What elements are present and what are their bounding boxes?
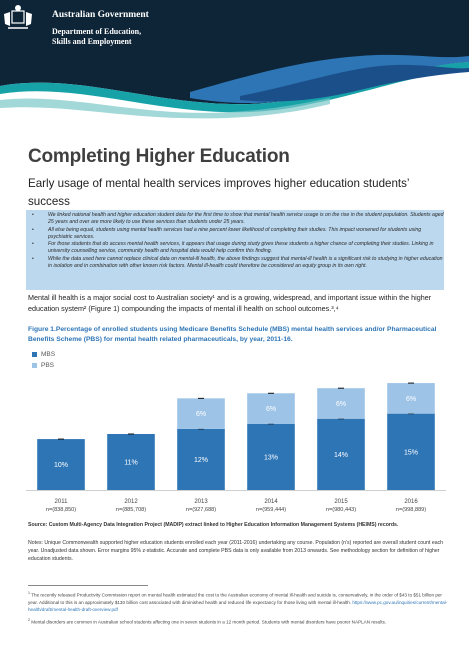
legend-swatch-pbs (32, 363, 37, 368)
page-title: Completing Higher Education (28, 146, 290, 167)
x-tick-label: 2011 (54, 499, 68, 505)
legend-swatch-mbs (32, 352, 37, 357)
data-label-mbs: 12% (193, 456, 209, 464)
department-name (52, 27, 192, 47)
coat-of-arms-icon (0, 0, 36, 34)
key-finding-item: • For those students that do access mental health services, it appears that usage during study gives these students a higher chance of completing their studies. Linking in university counselling service, community health and hospital data would help confirm this finding. (26, 241, 444, 256)
data-label-pbs: 6% (335, 400, 347, 408)
x-tick-sublabel: n=(838,850) (45, 507, 77, 513)
stacked-bar-chart (26, 372, 446, 514)
data-label-mbs: 14% (333, 451, 349, 459)
footnote-2: $^2$ Mental disorders are common in Australian school students affecting one in seven students in a 12 month period. Students with mental disorders have poorer NAPLAN results. (28, 618, 387, 625)
footnote-1-link[interactable]: https://www.pc.gov.au/inquiries/current/mental-health/draft/mental-health-draft-overview.pdf (28, 599, 448, 612)
header-wave-graphic (0, 0, 469, 135)
footnote-divider (28, 585, 148, 586)
x-tick-sublabel: n=(885,708) (115, 507, 147, 513)
footnote-1-text: The recently released Productivity Commission report on mental health estimated the cost to the Australian economy of mental ill-health and suicide is, conservatively, in the order of $43 to $51 billion per year. Additional to this is an approximately $130 billion cost associated with diminished health and reduced life expectancy for those living with mental ill-health. (28, 592, 442, 605)
data-label-pbs: 6% (405, 395, 417, 403)
department-line-1: Department of Education, (52, 27, 142, 36)
department-line-2: Skills and Employment (52, 37, 132, 46)
figure-source: Source: Custom Multi-Agency Data Integration Project (MADIP) extract linked to Higher Education Information Management Systems (HEIMS) records. (28, 522, 399, 528)
key-finding-item: • While the data used here cannot replace clinical data on mental-ill health, the above findings suggest that mental-ill health is a significant risk to studying in higher education in isolation and in combination with other known risk factors. Mental ill-health could therefore be considered an equity group in its own right. (26, 256, 444, 271)
data-label-mbs: 11% (124, 459, 138, 467)
x-tick-label: 2013 (194, 499, 208, 505)
page-subtitle: Early usage of mental health services improves higher education students’ success (28, 177, 410, 208)
data-label-mbs: 15% (403, 449, 419, 457)
x-tick-label: 2014 (264, 499, 278, 505)
government-title: Australian Government (52, 10, 149, 20)
x-tick-sublabel: n=(927,688) (185, 507, 217, 513)
legend-label-mbs: MBS (41, 351, 56, 358)
x-tick-sublabel: n=(980,443) (325, 507, 357, 513)
key-finding-item: • We linked national health and higher education student data for the first time to show that mental health service usage is on the rise in the student population. Students aged 25 years and over are more likely to use these services than students under 25 years. (26, 212, 444, 227)
x-tick-label: 2015 (334, 499, 348, 505)
figure-notes: Notes: Unique Commonwealth supported higher education students enrolled each year (2011-2016) undertaking any course. Population (n’s) reported are overall student count each year. Unadjusted data shown. Error margins 95% z-statistic. Accurate and complete PBS data is only available from 2013 onwards. See methodology section for definition of higher education students. (28, 540, 444, 562)
data-label-pbs: 6% (265, 406, 277, 414)
key-finding-item: • All else being equal, students using mental health services had a nine percent lower likelihood of completing their studies. This impact worsened for students using psychiatric services. (26, 227, 444, 242)
x-tick-label: 2012 (124, 499, 138, 505)
header-banner (0, 0, 469, 135)
chart-legend (32, 349, 55, 371)
x-tick-sublabel: n=(959,444) (255, 507, 287, 513)
x-tick-sublabel: n=(998,889) (395, 507, 427, 513)
footnote-2-text: Mental disorders are common in Australian school students affecting one in seven students in a 12 month period. Students with mental disorders have poorer NAPLAN results. (31, 619, 387, 625)
key-findings-box (26, 210, 444, 290)
x-tick-label: 2016 (404, 499, 418, 505)
data-label-mbs: 13% (263, 454, 279, 462)
data-label-mbs: 10% (53, 462, 69, 470)
figure-title: Figure 1.Percentage of enrolled students using Medicare Benefits Schedule (MBS) mental health services and/or Pharmaceutical Benefits Scheme (PBS) for mental health related pharmaceuticals, by year, 2011-16. (28, 326, 437, 343)
legend-item-pbs (32, 360, 55, 371)
intro-paragraph: Mental ill health is a major social cost to Australian society¹ and is a growing, widespread, and important issue within the higher education system² (Figure 1) compounding the impacts of mental ill health on school outcomes.³,⁴ (28, 293, 432, 313)
footnote-1: $^1$ The recently released Productivity Commission report on mental health estimated the cost to the Australian economy of mental ill-health and suicide is, conservatively, in the order of $43 to $51 billion per year. Additional to this is an approximately $130 billion cost associated with diminished health and reduced life expectancy for those living with mental ill-health. https://www.pc.gov.au/inquiries/current/mental-health/draft/mental-health-draft-overview.pdf (28, 591, 448, 612)
legend-item-mbs (32, 349, 55, 360)
data-label-pbs: 6% (195, 411, 207, 419)
legend-label-pbs: PBS (41, 362, 55, 369)
